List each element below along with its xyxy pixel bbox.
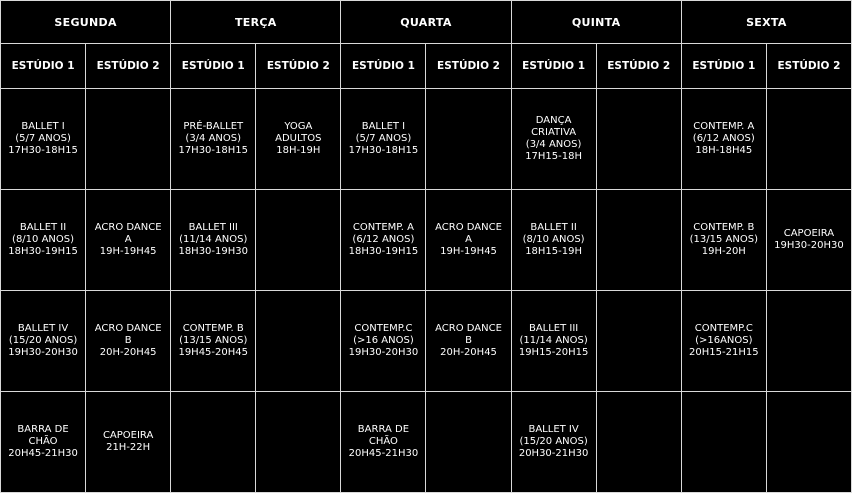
class-slot-line: CHÃO	[368, 436, 398, 447]
class-slot-line: 21H-22H	[106, 442, 151, 453]
empty-slot	[256, 392, 341, 493]
class-slot-line: B	[465, 335, 472, 346]
class-slot	[171, 291, 256, 392]
day-header-segunda: SEGUNDA	[1, 1, 171, 44]
empty-slot	[426, 89, 511, 190]
class-slot-line: (3/4 ANOS)	[525, 139, 582, 150]
class-slot-line: (15/20 ANOS)	[519, 436, 588, 447]
class-slot-line: CAPOEIRA	[783, 228, 835, 239]
class-slot-line: CRIATIVA	[531, 127, 577, 138]
class-slot-line: 20H-20H45	[99, 347, 157, 358]
class-slot-line: 20H15-21H15	[689, 347, 759, 358]
day-header-terca: TERÇA	[171, 1, 341, 44]
empty-slot	[596, 291, 681, 392]
class-slot-line: CONTEMP. A	[693, 121, 755, 132]
class-slot	[426, 190, 511, 291]
class-slot-line: 18H30-19H15	[348, 246, 419, 257]
class-slot	[766, 190, 851, 291]
class-slot-line: CHÃO	[28, 436, 58, 447]
class-slot-line: 20H45-21H30	[348, 448, 419, 459]
schedule-row	[1, 392, 852, 493]
class-slot	[511, 190, 596, 291]
class-slot-line: (8/10 ANOS)	[12, 234, 75, 245]
class-slot	[511, 291, 596, 392]
studio-header: ESTÚDIO 1	[681, 44, 766, 89]
studio-header: ESTÚDIO 1	[511, 44, 596, 89]
day-header-quinta: QUINTA	[511, 1, 681, 44]
class-slot-line: (8/10 ANOS)	[522, 234, 585, 245]
class-slot-line: BALLET III	[188, 222, 238, 233]
class-slot-line: ACRO DANCE	[435, 222, 502, 233]
class-slot-line: BALLET III	[528, 323, 579, 334]
class-slot-line: B	[124, 335, 132, 346]
class-slot	[1, 190, 86, 291]
studio-header: ESTÚDIO 2	[86, 44, 171, 89]
class-slot-line: 19H30-20H30	[348, 347, 419, 358]
class-slot-line: 19H-19H45	[99, 246, 157, 257]
class-slot-line: CAPOEIRA	[102, 430, 154, 441]
class-slot	[681, 291, 766, 392]
class-slot-line: 19H45-20H45	[178, 347, 248, 358]
class-slot-line: (3/4 ANOS)	[185, 133, 242, 144]
class-slot	[341, 190, 426, 291]
class-slot-line: ADULTOS	[275, 133, 322, 144]
class-slot-line: (6/12 ANOS)	[352, 234, 415, 245]
empty-slot	[256, 291, 341, 392]
empty-slot	[766, 89, 851, 190]
empty-slot	[766, 291, 851, 392]
class-slot-line: 20H30-21H30	[518, 448, 589, 459]
class-slot-line: ACRO DANCE	[94, 222, 162, 233]
class-slot	[171, 89, 256, 190]
studio-header: ESTÚDIO 2	[766, 44, 851, 89]
class-slot	[341, 392, 426, 493]
class-slot-line: 19H-20H	[701, 246, 746, 257]
empty-slot	[426, 392, 511, 493]
empty-slot	[596, 89, 681, 190]
class-slot-line: 18H-18H45	[695, 145, 753, 156]
studio-header: ESTÚDIO 2	[256, 44, 341, 89]
studio-header: ESTÚDIO 1	[341, 44, 426, 89]
class-slot-line: CONTEMP. B	[182, 323, 244, 334]
studio-header: ESTÚDIO 2	[596, 44, 681, 89]
studio-header: ESTÚDIO 2	[426, 44, 511, 89]
schedule-body	[1, 89, 852, 493]
studio-header: ESTÚDIO 1	[1, 44, 86, 89]
class-slot-line: BALLET II	[530, 222, 577, 233]
class-slot-line: 18H15-19H	[525, 246, 583, 257]
class-slot-line: BARRA DE	[17, 424, 69, 435]
day-header-sexta: SEXTA	[681, 1, 851, 44]
class-slot-line: 19H-19H45	[440, 246, 497, 257]
class-slot-line: 17H30-18H15	[178, 145, 248, 156]
class-slot	[511, 89, 596, 190]
studio-header: ESTÚDIO 1	[171, 44, 256, 89]
empty-slot	[766, 392, 851, 493]
class-slot-line: BARRA DE	[357, 424, 410, 435]
schedule-row	[1, 89, 852, 190]
class-slot-line: PRÉ-BALLET	[183, 121, 244, 132]
class-slot-line: A	[124, 234, 132, 245]
class-slot	[1, 89, 86, 190]
class-slot-line: BALLET II	[19, 222, 67, 233]
class-slot-line: BALLET I	[21, 121, 65, 132]
schedule-row	[1, 291, 852, 392]
class-slot-line: 18H-19H	[276, 145, 321, 156]
class-slot-line: 17H30-18H15	[348, 145, 419, 156]
class-slot-line: 18H30-19H30	[178, 246, 248, 257]
class-slot	[511, 392, 596, 493]
class-slot-line: 17H30-18H15	[8, 145, 78, 156]
class-slot-line: 19H30-20H30	[774, 240, 844, 251]
class-slot-line: 19H30-20H30	[8, 347, 78, 358]
class-slot	[86, 291, 171, 392]
empty-slot	[681, 392, 766, 493]
class-slot-line: (5/7 ANOS)	[15, 133, 71, 144]
class-slot-line: (15/20 ANOS)	[8, 335, 78, 346]
class-slot-line: 18H30-19H15	[8, 246, 78, 257]
class-slot-line: 20H45-21H30	[8, 448, 78, 459]
class-slot	[1, 392, 86, 493]
class-slot-line: (>16ANOS)	[695, 335, 753, 346]
class-slot-line: (13/15 ANOS)	[689, 234, 758, 245]
class-slot-line: CONTEMP. B	[693, 222, 755, 233]
day-header-quarta: QUARTA	[341, 1, 511, 44]
class-slot-line: CONTEMP.C	[354, 323, 413, 334]
empty-slot	[596, 392, 681, 493]
class-slot-line: (6/12 ANOS)	[692, 133, 755, 144]
class-slot	[171, 190, 256, 291]
class-slot-line: BALLET I	[361, 121, 406, 132]
class-slot	[1, 291, 86, 392]
class-slot-line: ACRO DANCE	[435, 323, 502, 334]
class-slot-line: (11/14 ANOS)	[519, 335, 588, 346]
class-slot	[341, 291, 426, 392]
class-slot-line: 17H15-18H	[525, 151, 583, 162]
class-slot-line: CONTEMP.C	[694, 323, 753, 334]
class-slot-line: BALLET IV	[17, 323, 69, 334]
class-slot-line: 20H-20H45	[440, 347, 497, 358]
class-slot-line: (11/14 ANOS)	[179, 234, 248, 245]
class-slot-line: YOGA	[284, 121, 313, 132]
class-slot-line: (5/7 ANOS)	[355, 133, 412, 144]
class-slot-line: CONTEMP. A	[352, 222, 414, 233]
class-slot-line: ACRO DANCE	[94, 323, 162, 334]
empty-slot	[256, 190, 341, 291]
class-slot-line: (>16 ANOS)	[353, 335, 414, 346]
empty-slot	[171, 392, 256, 493]
days-header-row	[1, 1, 852, 44]
class-slot-line: BALLET IV	[528, 424, 579, 435]
class-slot	[86, 190, 171, 291]
class-slot	[256, 89, 341, 190]
class-slot	[681, 89, 766, 190]
class-slot	[341, 89, 426, 190]
class-slot-line: 19H15-20H15	[518, 347, 589, 358]
studios-header-row	[1, 44, 852, 89]
schedule-row	[1, 190, 852, 291]
empty-slot	[596, 190, 681, 291]
class-slot	[426, 291, 511, 392]
class-slot-line: (13/15 ANOS)	[179, 335, 248, 346]
class-slot	[86, 392, 171, 493]
class-slot-line: DANÇA	[535, 115, 572, 126]
class-slot	[681, 190, 766, 291]
class-slot-line: A	[465, 234, 472, 245]
empty-slot	[86, 89, 171, 190]
